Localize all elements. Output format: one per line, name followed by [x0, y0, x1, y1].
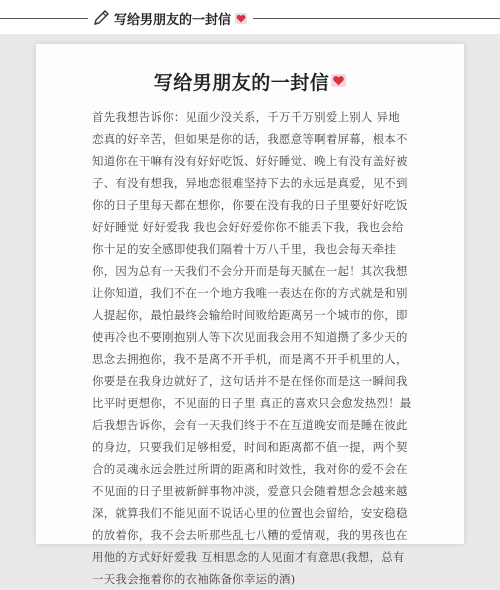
document-title [36, 68, 464, 95]
letter-line: 的身边，只要我们足够相爱，时间和距离都不值一提，两个契 [92, 440, 408, 454]
letter-line: 不见面的日子里被新鲜事物冲淡，爱意只会随着想念会越来越 [92, 484, 408, 498]
letter-line: 的放着你，我不会去听那些乱七八糟的爱情观，我的男孩也在 [92, 528, 408, 542]
pen-icon [92, 9, 110, 27]
letter-line: 让你知道，我们不在一个地方我唯一表达在你的方式就是和别 [92, 286, 408, 300]
letter-line: 恋真的好辛苦，但如果是你的话，我愿意等啊着屏幕，根本不 [92, 132, 408, 146]
letter-line: 你十足的安全感即使我们隔着十万八千里，我也会每天牵挂 [92, 242, 396, 256]
letter-line: 你要是在我身边就好了，这句话并不是在怪你而是这一瞬间我 [92, 374, 408, 388]
heart-icon [235, 13, 247, 24]
letter-line: 使再冷也不要刚抱别人等下次见面我会用不知道攒了多少天的 [92, 330, 408, 344]
letter-line: 用他的方式好好爱我 互相思念的人见面才有意思(我想，总有 [92, 550, 405, 564]
letter-line: 合的灵魂永远会胜过所谓的距离和时效性，我对你的爱不会在 [92, 462, 408, 476]
letter-line: 人提起你，最怕最终会输给时间败给距离另一个城市的你，即 [92, 308, 408, 322]
letter-line: 后我想告诉你，会有一天我们终于不在互道晚安而是睡在彼此 [92, 418, 408, 432]
letter-line: 你的日子里每天都在想你，你要在没有我的日子里要好好吃饭 [92, 198, 408, 212]
letter-line: 首先我想告诉你：见面少没关系，千万千万别爱上别人 异地 [92, 110, 400, 124]
letter-line: 你，因为总有一天我们不会分开而是每天腻在一起！其次我想 [92, 264, 408, 278]
letter-paper [36, 44, 464, 586]
document-title-text: 写给男朋友的一封信 [153, 72, 330, 94]
letter-line: 一天我会拖着你的衣袖陈备你幸运的酒) [92, 572, 296, 586]
header-title-group [88, 8, 253, 28]
header-title: 写给男朋友的一封信 [114, 12, 232, 28]
letter-line: 思念去拥抱你，我不是离不开手机，而是离不开手机里的人， [92, 352, 408, 366]
letter-line: 比平时更想你，不见面的日子里 真正的喜欢只会愈发热烈！最 [92, 396, 412, 410]
letter-line: 好好睡觉 好好爱我 我也会好好爱你你不能丢下我，我也会给 [92, 220, 404, 234]
top-header-bar [0, 0, 500, 34]
letter-body [92, 106, 420, 590]
letter-line: 子、有没有想我，异地恋很难坚持下去的永远是真爱，见不到 [92, 176, 408, 190]
heart-icon [331, 74, 346, 87]
letter-line: 深，就算我们不能见面不说话心里的位置也会留给，安安稳稳 [92, 506, 408, 520]
letter-line: 知道你在干嘛有没有好好吃饭、好好睡觉、晚上有没有盖好被 [92, 154, 408, 168]
